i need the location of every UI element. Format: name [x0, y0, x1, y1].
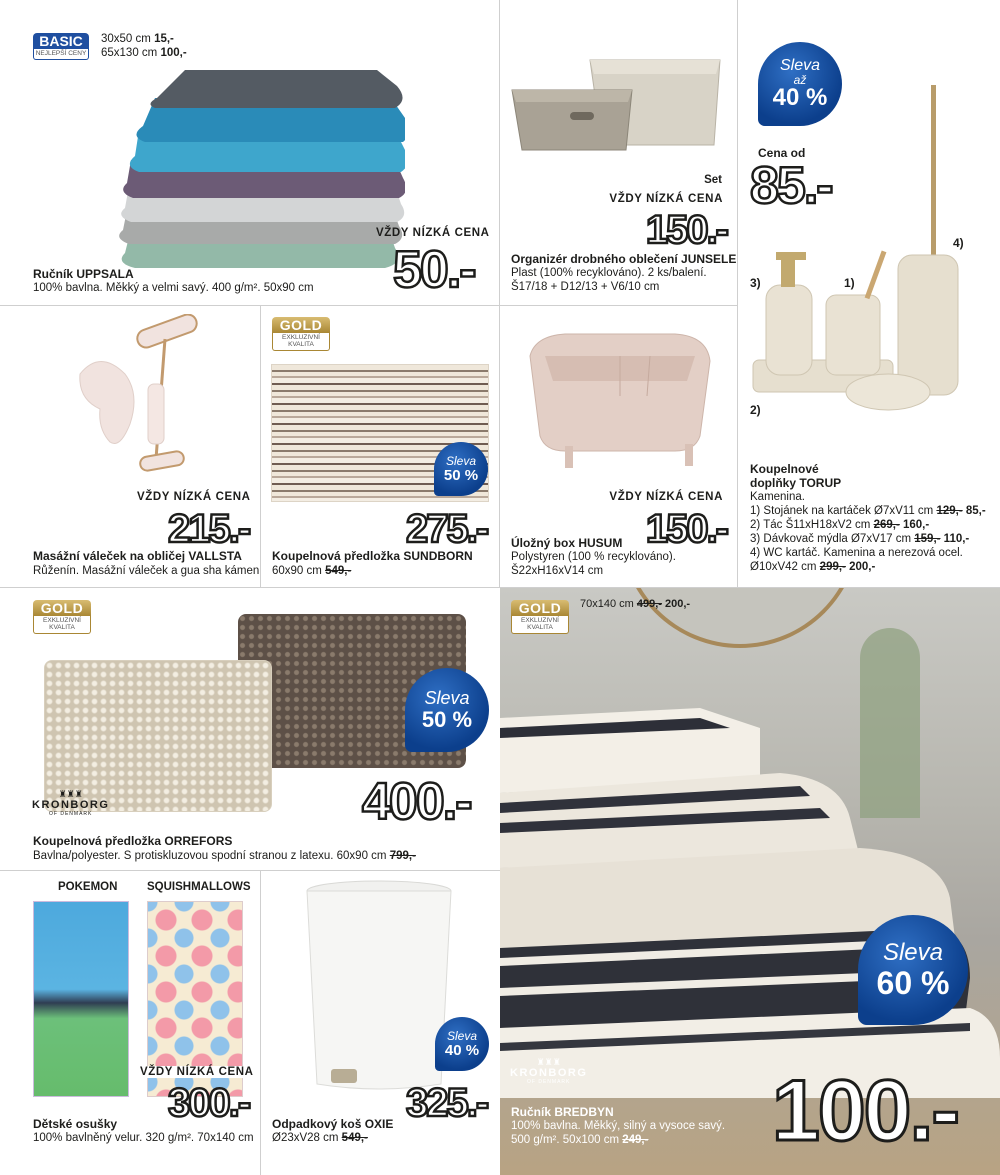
callout-3: 3): [750, 276, 761, 290]
badge-title: GOLD: [33, 600, 91, 616]
item-text: Ø10xV42 cm: [750, 561, 820, 573]
price: 275.-: [406, 507, 488, 551]
storage-baskets-image: [510, 50, 730, 155]
brand-name: KRONBORG: [32, 799, 110, 811]
pokemon-towel-image: [33, 901, 129, 1097]
price: 85.-: [750, 157, 832, 215]
product-material: Kamenina.: [750, 491, 805, 503]
discount-bubble: [435, 1017, 489, 1071]
always-low-price-label: VŽDY NÍZKÁ CENA: [137, 491, 251, 503]
product-name: Masážní váleček na obličej VALLSTA: [33, 549, 242, 563]
storage-box-image: [525, 326, 715, 476]
brand-sub: OF DENMARK: [49, 811, 93, 817]
callout-1: 1): [844, 276, 855, 290]
badge-title: GOLD: [511, 600, 569, 616]
kronborg-logo: [32, 790, 109, 817]
discount-value: 40 %: [772, 84, 828, 111]
discount-label: Sleva: [779, 57, 821, 74]
product-husum[interactable]: [500, 306, 737, 587]
badge-subtitle: EXKLUZIVNÍ KVALITA: [33, 616, 91, 634]
bathroom-accessories-image: [748, 80, 968, 420]
product-description: Š17/18 + D12/13 + V6/10 cm: [511, 281, 660, 293]
product-info: [750, 462, 986, 574]
product-name: Odpadkový koš OXIE: [272, 1117, 394, 1131]
price-from-label: Cena od: [758, 146, 806, 160]
gold-badge: [272, 317, 330, 351]
always-low-price-label: VŽDY NÍZKÁ CENA: [609, 193, 723, 205]
size-price: 15,-: [154, 33, 174, 45]
product-description: [272, 1131, 368, 1145]
product-torup[interactable]: [738, 0, 1000, 587]
item-text: 2) Tác Š11xH18xV2 cm: [750, 519, 874, 531]
description-text: Bavlna/polyester. S protiskluzovou spodní stranou z latexu. 60x90 cm: [33, 850, 390, 862]
crown-icon: ♜♜♜: [536, 1057, 561, 1067]
old-price: 799,-: [389, 850, 416, 862]
price: 150.-: [645, 507, 727, 551]
new-price: 200,-: [661, 598, 691, 610]
product-description: Š22xH16xV14 cm: [511, 565, 604, 577]
size-label: 65x130 cm: [101, 47, 161, 59]
product-name: Dětské osušky: [33, 1117, 118, 1131]
badge-title: GOLD: [272, 317, 330, 333]
product-description: [272, 564, 351, 578]
old-price: 159,-: [914, 533, 941, 545]
discount-value: 40 %: [444, 1041, 480, 1059]
item-4-line1: 4) WC kartáč. Kamenina a nerezová ocel.: [750, 547, 963, 559]
product-description: 100% bavlna. Měkký a velmi savý. 400 g/m². 50x90 cm: [33, 282, 314, 294]
callout-4: 4): [953, 236, 964, 250]
product-name: Koupelnová předložka SUNDBORN: [272, 549, 473, 563]
discount-bubble: [405, 668, 489, 752]
product-kids-towels[interactable]: [0, 871, 260, 1175]
product-name: Koupelnová předložka ORREFORS: [33, 834, 233, 848]
new-price: 85,-: [962, 505, 986, 517]
brand-name: KRONBORG: [510, 1067, 588, 1079]
product-description: [511, 1133, 648, 1147]
product-description: 100% bavlna. Měkký, silný a vysoce savý.: [511, 1120, 726, 1132]
product-sundborn[interactable]: [261, 306, 499, 587]
badge-subtitle: EXKLUZIVNÍ KVALITA: [272, 333, 330, 351]
product-description: Polystyren (100 % recyklováno).: [511, 551, 676, 563]
always-low-price-label: VŽDY NÍZKÁ CENA: [137, 1066, 257, 1078]
product-orrefors[interactable]: [0, 588, 499, 870]
product-name: Organizér drobného oblečení JUNSELE: [511, 252, 737, 266]
gold-badge: [33, 600, 91, 634]
product-uppsala[interactable]: [0, 0, 499, 305]
product-name: Ručník BREDBYN: [511, 1105, 614, 1119]
discount-label: Sleva: [882, 939, 944, 966]
product-name: Koupelnové: [750, 462, 819, 476]
product-description: [33, 849, 416, 863]
new-price: 200,-: [845, 561, 876, 573]
discount-label: Sleva: [445, 453, 477, 468]
size-list: [101, 32, 187, 60]
discount-value: 50 %: [443, 466, 479, 484]
size-label: 30x50 cm: [101, 33, 155, 45]
product-bredbyn[interactable]: [500, 588, 1000, 1175]
badge-title: BASIC: [33, 33, 89, 49]
product-description: Plast (100% recyklováno). 2 ks/balení.: [511, 267, 707, 279]
discount-bubble: [858, 915, 968, 1025]
size-text: 60x90 cm: [272, 565, 326, 577]
product-description: Růženín. Masážní váleček a gua sha kámen: [33, 565, 260, 577]
discount-label: Sleva: [424, 688, 470, 708]
striped-towels-image: [500, 698, 1000, 1098]
face-roller-image: [70, 314, 220, 484]
gold-badge: [511, 600, 569, 634]
kronborg-logo: [510, 1058, 587, 1085]
old-price: 549,-: [325, 565, 352, 577]
always-low-price-label: VŽDY NÍZKÁ CENA: [609, 491, 723, 503]
item-text: 1) Stojánek na kartáček Ø7xV11 cm: [750, 505, 937, 517]
item-3: [750, 532, 986, 546]
item-4-line2: [750, 560, 986, 574]
price: 325.-: [406, 1081, 488, 1125]
discount-value: 50 %: [421, 707, 473, 732]
label-pokemon: POKEMON: [58, 881, 118, 893]
item-1: [750, 504, 986, 518]
product-name: doplňky TORUP: [750, 476, 842, 490]
basic-badge: [33, 33, 89, 60]
old-price: 499,-: [636, 598, 662, 610]
product-name: Ručník UPPSALA: [33, 267, 134, 281]
discount-bubble: [434, 442, 488, 496]
price: 50.-: [393, 241, 475, 299]
discount-value: 60 %: [876, 965, 950, 1001]
new-price: 160,-: [899, 519, 930, 531]
old-price: 249,-: [622, 1134, 649, 1146]
mirror-image: [620, 588, 860, 648]
crown-icon: ♜♜♜: [58, 789, 83, 799]
product-description: 100% bavlněný velur. 320 g/m². 70x140 cm: [33, 1132, 254, 1144]
label-squishmallows: SQUISHMALLOWS: [147, 881, 251, 893]
price: 400.-: [362, 773, 471, 831]
price: 100.-: [772, 1063, 959, 1159]
item-text: 3) Dávkovač mýdla Ø7xV17 cm: [750, 533, 915, 545]
set-label: Set: [704, 174, 722, 186]
badge-subtitle: NEJLEPŠÍ CENY: [33, 49, 89, 60]
discount-label: až: [793, 73, 807, 87]
old-price: 269,-: [873, 519, 900, 531]
always-low-price-label: VŽDY NÍZKÁ CENA: [376, 227, 490, 239]
discount-label: Sleva: [446, 1028, 478, 1043]
price: 150.-: [645, 208, 727, 252]
size-text: Ø23xV28 cm: [272, 1132, 342, 1144]
old-price: 549,-: [341, 1132, 368, 1144]
size-price: 100,-: [160, 47, 187, 59]
product-name: Úložný box HUSUM: [511, 536, 623, 550]
price: 215.-: [168, 507, 250, 551]
brand-sub: OF DENMARK: [527, 1079, 571, 1085]
size-text: 70x140 cm: [580, 598, 637, 610]
product-oxie[interactable]: [261, 871, 499, 1175]
badge-subtitle: EXKLUZIVNÍ KVALITA: [511, 616, 569, 634]
size-price: [580, 598, 690, 610]
product-vallsta[interactable]: [0, 306, 260, 587]
towel-stack-image: [115, 68, 405, 273]
price: 300.-: [168, 1081, 250, 1125]
item-2: [750, 518, 986, 532]
description-text: 500 g/m². 50x100 cm: [511, 1134, 623, 1146]
product-junsele[interactable]: [500, 0, 737, 305]
old-price: 129,-: [936, 505, 963, 517]
old-price: 299,-: [819, 561, 846, 573]
new-price: 110,-: [940, 533, 970, 545]
callout-2: 2): [750, 403, 761, 417]
